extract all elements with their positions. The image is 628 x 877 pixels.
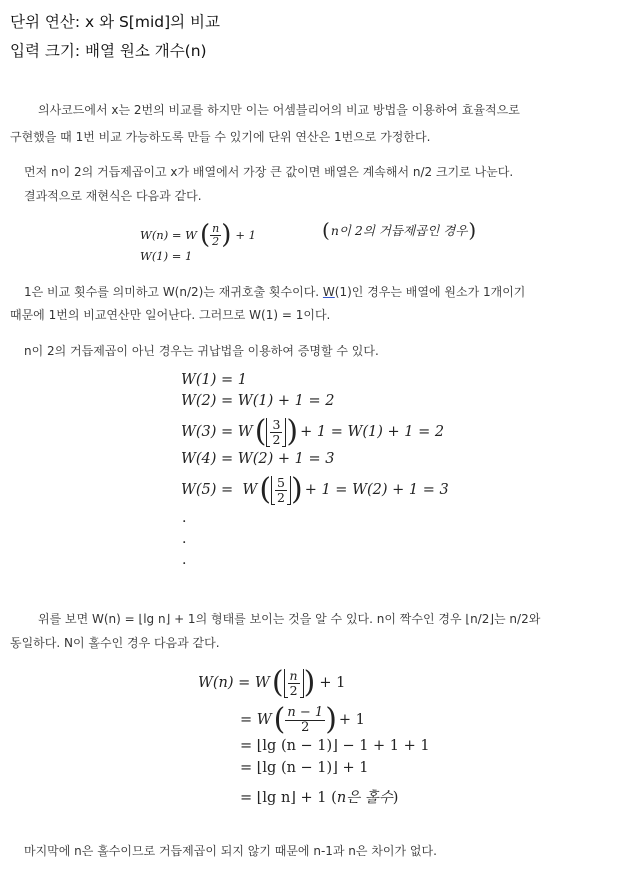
odd-case-line-5-note: n은 홀수 bbox=[336, 790, 393, 806]
induction-line-3-fraction bbox=[270, 418, 282, 445]
odd-case-line-2-rhs: + 1 bbox=[338, 712, 365, 728]
ellipsis-dot-1: . bbox=[182, 510, 187, 526]
induction-line-5-left-paren: ( bbox=[259, 472, 272, 507]
induction-line-3-denominator: 2 bbox=[272, 431, 281, 447]
odd-case-line-2 bbox=[240, 700, 365, 740]
odd-case-line-3: = ⌊lg (n − 1)⌋ − 1 + 1 + 1 bbox=[240, 738, 430, 754]
paragraph-3-text-b: (1)인 경우는 배열에 원소가 1개이기 bbox=[334, 285, 526, 299]
paragraph-3-line-1 bbox=[24, 283, 525, 300]
odd-case-line-1-numerator: n bbox=[289, 668, 298, 684]
odd-case-line-2-right-paren: ) bbox=[325, 702, 337, 737]
paragraph-4-line-1: n이 2의 거듭제곱이 아닌 경우는 귀납법을 이용하여 증명할 수 있다. bbox=[24, 344, 379, 358]
recurrence-condition bbox=[322, 220, 476, 240]
induction-line-5-denominator: 2 bbox=[277, 489, 285, 505]
ellipsis-dot-2: . bbox=[182, 531, 187, 547]
fraction-denominator: 2 bbox=[212, 234, 220, 248]
paragraph-2-line-2: 결과적으로 재현식은 다음과 같다. bbox=[24, 189, 202, 203]
odd-case-line-2-left-paren: ( bbox=[273, 702, 286, 737]
odd-case-line-1-fraction bbox=[288, 669, 300, 696]
paragraph-2-line-1: 먼저 n이 2의 거듭제곱이고 x가 배열에서 가장 큰 값이면 배열은 계속해서 n/2 크기로 나눈다. bbox=[24, 165, 514, 179]
paragraph-1-line-1: 의사코드에서 x는 2번의 비교를 하지만 이는 어셈블리어의 비교 방법을 이용하여 효율적으로 bbox=[38, 103, 520, 117]
paragraph-5-line-2: 동일하다. N이 홀수인 경우 다음과 같다. bbox=[10, 636, 220, 650]
odd-case-line-2-numerator: n − 1 bbox=[287, 704, 324, 720]
odd-case-line-1-denominator: 2 bbox=[289, 682, 298, 698]
paragraph-3-line-2: 때문에 1번의 비교연산만 일어난다. 그러므로 W(1) = 1이다. bbox=[10, 308, 331, 322]
condition-right-paren: ) bbox=[468, 218, 477, 242]
induction-line-3 bbox=[181, 413, 444, 451]
recurrence-lhs: W(n) = W bbox=[140, 228, 197, 242]
recurrence-equation bbox=[140, 219, 256, 251]
condition-left-paren: ( bbox=[322, 218, 330, 242]
ellipsis-dot-3: . bbox=[182, 552, 187, 568]
paragraph-3-underlined-w: W bbox=[322, 285, 335, 299]
induction-line-5-numerator: 5 bbox=[277, 475, 285, 491]
input-size-heading: 입력 크기: 배열 원소 개수(n) bbox=[10, 42, 207, 60]
induction-line-3-rhs: + 1 = W(1) + 1 = 2 bbox=[300, 424, 445, 440]
left-paren: ( bbox=[199, 220, 211, 250]
recurrence-fraction bbox=[210, 223, 221, 247]
paragraph-6-line-1: 마지막에 n은 홀수이므로 거듭제곱이 되지 않기 때문에 n-1과 n은 차이가 없다. bbox=[24, 844, 437, 858]
odd-case-line-1-left-paren: ( bbox=[271, 665, 284, 700]
odd-case-line-5-expr: = ⌊lg n⌋ + 1 ( bbox=[240, 790, 337, 806]
odd-case-line-4: = ⌊lg (n − 1)⌋ + 1 bbox=[240, 760, 369, 776]
odd-case-line-1-right-paren: ) bbox=[303, 665, 316, 700]
paragraph-3-text-a: 1은 비교 횟수를 의미하고 W(n/2)는 재귀호출 횟수이다. bbox=[24, 285, 323, 299]
induction-line-3-left-paren: ( bbox=[254, 414, 267, 449]
odd-case-line-5-close: ) bbox=[392, 790, 399, 806]
recurrence-rhs: + 1 bbox=[235, 228, 256, 242]
odd-case-line-2-denominator: 2 bbox=[301, 719, 310, 735]
induction-line-5-rhs: + 1 = W(2) + 1 = 3 bbox=[304, 482, 449, 498]
induction-line-3-numerator: 3 bbox=[272, 417, 281, 433]
paragraph-1-line-2: 구현했을 때 1번 비교 가능하도록 만들 수 있기에 단위 연산은 1번으로 가정한다. bbox=[10, 130, 431, 144]
odd-case-line-2-fraction bbox=[285, 706, 325, 734]
odd-case-line-2-lhs: = W bbox=[240, 712, 272, 728]
induction-line-5-lhs: W(5) = W bbox=[181, 482, 258, 498]
fraction-numerator: n bbox=[212, 221, 220, 235]
induction-line-3-right-paren: ) bbox=[286, 414, 299, 449]
odd-case-line-1-rhs: + 1 bbox=[319, 675, 346, 691]
induction-line-4: W(4) = W(2) + 1 = 3 bbox=[181, 451, 335, 467]
induction-line-2: W(2) = W(1) + 1 = 2 bbox=[181, 393, 335, 409]
induction-line-1: W(1) = 1 bbox=[181, 372, 248, 388]
induction-line-5 bbox=[181, 470, 449, 510]
induction-line-5-fraction bbox=[275, 476, 287, 503]
paragraph-5-line-1: 위를 보면 W(n) = ⌊lg n⌋ + 1의 형태를 보이는 것을 알 수 있다. n이 짝수인 경우 ⌊n/2⌋는 n/2와 bbox=[38, 612, 541, 626]
odd-case-line-1-lhs: W(n) = W bbox=[198, 675, 270, 691]
condition-text: n이 2의 거듭제곱인 경우 bbox=[330, 223, 468, 238]
recurrence-base-case: W(1) = 1 bbox=[140, 249, 193, 263]
odd-case-line-1 bbox=[198, 664, 345, 702]
odd-case-line-5 bbox=[240, 786, 398, 807]
induction-line-3-lhs: W(3) = W bbox=[181, 424, 253, 440]
right-paren: ) bbox=[221, 220, 232, 250]
unit-operation-heading: 단위 연산: x 와 S[mid]의 비교 bbox=[10, 13, 220, 31]
induction-line-5-right-paren: ) bbox=[291, 472, 303, 507]
